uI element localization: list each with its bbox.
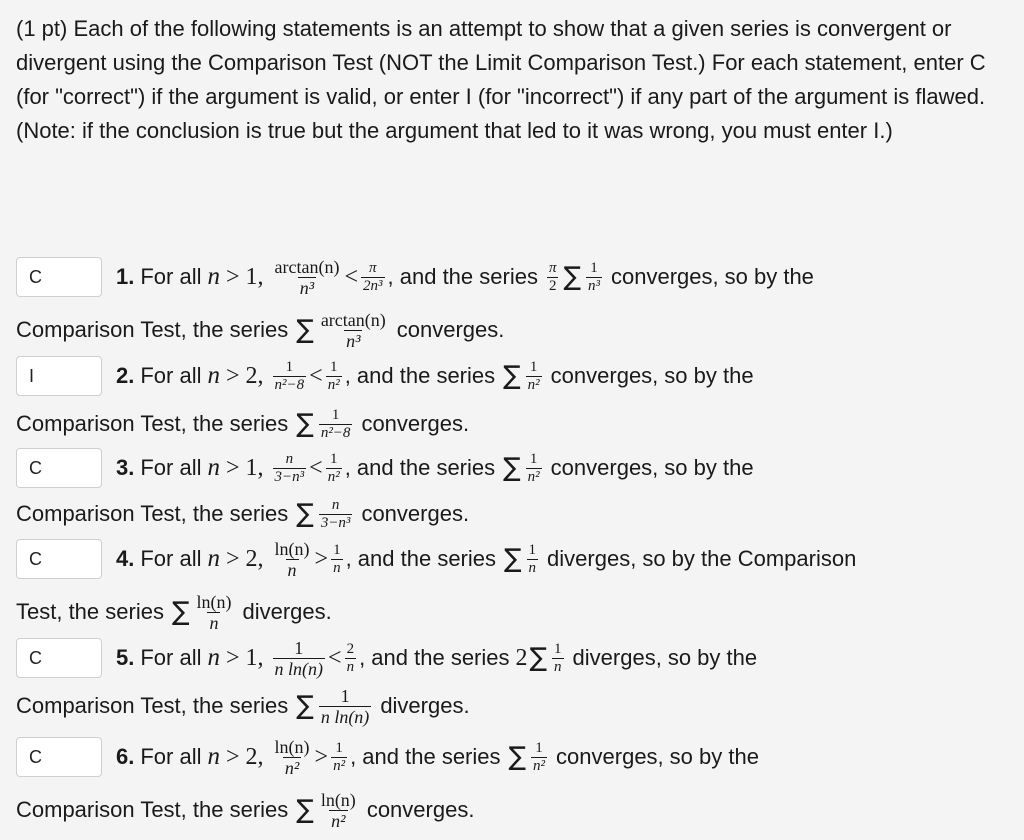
- sigma-symbol: ∑: [508, 742, 527, 772]
- statement-2-line1: [16, 354, 754, 398]
- comparison-operator: >: [314, 743, 329, 770]
- term-fraction: $\frac{\ln(n)}{n}$: [274, 538, 310, 580]
- comparison-test-text: Comparison Test, the series: [16, 693, 289, 718]
- series-fraction: $\frac{1}{n}$: [528, 541, 537, 576]
- for-all-text: For all: [140, 455, 202, 480]
- statement-5-line1: [16, 636, 757, 680]
- verb-text: converges,: [611, 264, 719, 289]
- conclusion-text: diverges.: [242, 599, 332, 624]
- lower-bound: 1,: [245, 454, 264, 481]
- term-fraction: $\frac{\arctan(n)}{\text{n³}}$: [274, 256, 340, 298]
- bound-fraction: $\frac{2}{n}$: [346, 640, 355, 675]
- term-fraction: $\frac{n}{\text{3−n³}}$: [274, 450, 305, 485]
- answer-input-2[interactable]: [16, 356, 102, 396]
- answer-input-1[interactable]: [16, 257, 102, 297]
- test-series-fraction: $\frac{1}{\text{n²−8}}$: [320, 406, 351, 441]
- var-n: n: [207, 454, 220, 481]
- test-series-fraction: $\frac{\ln(n)}{\text{n²}}$: [320, 789, 356, 831]
- coefficient-fraction: $\frac{\pi}{2}$: [548, 259, 557, 294]
- bound-fraction: $\frac{\pi}{\text{2n³}}$: [363, 259, 383, 294]
- sigma-symbol: ∑: [296, 315, 314, 345]
- statement-2-line2: [16, 402, 469, 446]
- so-by-text: so by the: [724, 264, 814, 289]
- statement-4-line1: [16, 537, 856, 581]
- statement-5-line2: [16, 684, 470, 728]
- series-coefficient: 2: [515, 644, 528, 671]
- lower-bound: 2,: [245, 362, 264, 389]
- sigma-symbol: ∑: [529, 643, 548, 673]
- statement-number: 2.: [116, 363, 135, 388]
- series-fraction: $\frac{1}{n}$: [554, 640, 562, 675]
- and-series-text: , and the series: [345, 546, 497, 571]
- verb-text: converges,: [556, 744, 664, 769]
- sigma-symbol: ∑: [296, 795, 314, 825]
- conclusion-text: converges.: [361, 411, 470, 436]
- comparison-operator: >: [314, 545, 329, 572]
- sigma-symbol: ∑: [296, 691, 314, 721]
- relation: >: [225, 743, 240, 770]
- for-all-text: For all: [140, 363, 202, 388]
- so-by-text: so by the: [669, 744, 759, 769]
- sigma-symbol: ∑: [296, 499, 314, 529]
- statement-1-line1: [16, 255, 814, 299]
- term-fraction: $\frac{1}{\text{n²−8}}$: [274, 358, 305, 393]
- statement-1-line2: [16, 308, 504, 352]
- and-series-text: , and the series: [350, 744, 501, 769]
- lower-bound: 1,: [245, 644, 264, 671]
- series-fraction: $\frac{1}{\text{n²}}$: [533, 739, 546, 774]
- test-series-fraction: $\frac{\arctan(n)}{\text{n³}}$: [320, 309, 386, 351]
- test-series-fraction: $\frac{1}{\text{n ln(n)}}$: [320, 685, 370, 727]
- statement-number: 5.: [116, 645, 135, 670]
- lower-bound: 1,: [245, 263, 264, 290]
- statement-number: 6.: [116, 744, 135, 769]
- statement-3-line1: [16, 446, 754, 490]
- series-fraction: $\frac{1}{\text{n²}}$: [527, 358, 540, 393]
- sigma-symbol: ∑: [563, 262, 582, 292]
- term-fraction: $\frac{1}{\text{n ln(n)}}$: [274, 637, 324, 679]
- sigma-symbol: ∑: [503, 453, 521, 483]
- verb-text: converges,: [550, 455, 659, 480]
- answer-input-5[interactable]: [16, 638, 102, 678]
- lower-bound: 2,: [245, 743, 264, 770]
- comparison-test-text: Comparison Test, the series: [16, 501, 289, 526]
- comparison-operator: <: [309, 362, 323, 389]
- lower-bound: 2,: [245, 545, 264, 572]
- var-n: n: [207, 743, 220, 770]
- comparison-operator: <: [328, 644, 342, 671]
- bound-fraction: $\frac{1}{n}$: [333, 541, 341, 576]
- relation: >: [225, 362, 240, 389]
- statement-number: 4.: [116, 546, 135, 571]
- relation: >: [225, 644, 240, 671]
- for-all-text: For all: [140, 645, 202, 670]
- bound-fraction: $\frac{1}{\text{n²}}$: [333, 739, 346, 774]
- verb-text: converges,: [550, 363, 659, 388]
- test-series-text: Test, the series: [16, 599, 164, 624]
- comparison-operator: <: [309, 454, 323, 481]
- relation: >: [225, 545, 240, 572]
- var-n: n: [207, 362, 220, 389]
- comparison-test-text: Comparison Test, the series: [16, 411, 289, 436]
- for-all-text: For all: [140, 744, 202, 769]
- relation: >: [225, 454, 240, 481]
- sigma-symbol: ∑: [296, 409, 314, 439]
- bound-fraction: $\frac{1}{\text{n²}}$: [327, 358, 340, 393]
- bound-fraction: $\frac{1}{\text{n²}}$: [327, 450, 340, 485]
- conclusion-text: converges.: [396, 317, 505, 342]
- series-fraction: $\frac{1}{\text{n³}}$: [588, 259, 601, 294]
- comparison-operator: <: [344, 263, 359, 290]
- var-n: n: [207, 263, 220, 290]
- for-all-text: For all: [140, 264, 202, 289]
- answer-input-3[interactable]: [16, 448, 102, 488]
- series-fraction: $\frac{1}{\text{n²}}$: [527, 450, 540, 485]
- term-fraction: $\frac{\ln(n)}{\text{n²}}$: [274, 736, 310, 778]
- and-series-text: , and the series: [344, 363, 496, 388]
- statement-6-line2: [16, 788, 474, 832]
- statement-3-line2: [16, 492, 469, 536]
- answer-input-6[interactable]: [16, 737, 102, 777]
- sigma-symbol: ∑: [504, 544, 522, 574]
- for-all-text: For all: [140, 546, 202, 571]
- and-series-text: , and the series: [359, 645, 510, 670]
- test-series-fraction: $\frac{n}{\text{3−n³}}$: [320, 496, 351, 531]
- statement-6-line1: [16, 735, 759, 779]
- so-by-text: so by the: [664, 363, 754, 388]
- sigma-symbol: ∑: [171, 597, 190, 627]
- verb-text: diverges,: [572, 645, 662, 670]
- so-by-text: so by the: [664, 455, 754, 480]
- conclusion-text: converges.: [366, 797, 475, 822]
- answer-input-4[interactable]: [16, 539, 102, 579]
- statement-4-line2: [16, 590, 332, 634]
- var-n: n: [207, 644, 220, 671]
- so-by-text: so by the Comparison: [642, 546, 857, 571]
- verb-text: diverges,: [547, 546, 637, 571]
- conclusion-text: diverges.: [380, 693, 470, 718]
- comparison-test-text: Comparison Test, the series: [16, 317, 289, 342]
- so-by-text: so by the: [667, 645, 758, 670]
- and-series-text: , and the series: [344, 455, 496, 480]
- sigma-symbol: ∑: [503, 361, 521, 391]
- statement-number: 1.: [116, 264, 135, 289]
- test-series-fraction: $\frac{\ln(n)}{n}$: [196, 591, 232, 633]
- var-n: n: [207, 545, 220, 572]
- and-series-text: , and the series: [387, 264, 538, 289]
- statement-number: 3.: [116, 455, 135, 480]
- conclusion-text: converges.: [361, 501, 470, 526]
- relation: >: [225, 263, 240, 290]
- problem-intro: (1 pt) Each of the following statements is an attempt to show that a given series is convergent or divergent using the Comparison Test (NOT the Limit Comparison Test.) For each statement, enter C (for "correct") if the argument is valid, or enter I (for "incorrect") if any part of the argument is flawed. (Note: if the conclusion is true but the argument that led to it was wrong, you must enter I.): [16, 16, 986, 143]
- comparison-test-text: Comparison Test, the series: [16, 797, 289, 822]
